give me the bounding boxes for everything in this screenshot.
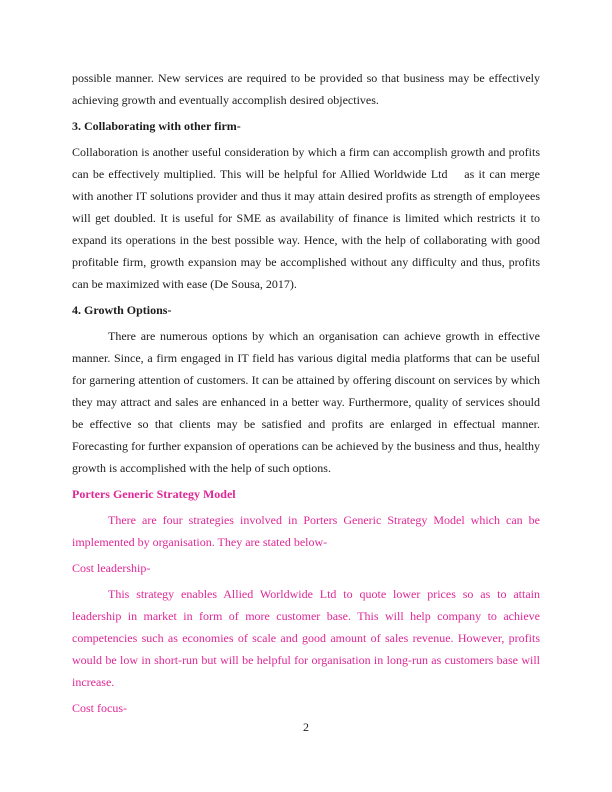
intro-continuation-paragraph: possible manner. New services are required to be provided so that business may be effectively achieving growth and eventually accomplish desired objectives. bbox=[72, 71, 540, 107]
cost-leadership-label: Cost leadership- bbox=[72, 561, 151, 575]
porters-intro-paragraph: There are four strategies involved in Porters Generic Strategy Model which can be implemented by organisation. They are stated below- bbox=[72, 513, 540, 549]
growth-options-paragraph: There are numerous options by which an organisation can achieve growth in effective manner. Since, a firm engaged in IT field has various digital media platforms that can be useful for garnering attention of customers. It can be attained by offering discount on services by which they may attract and sales are enhanced in a better way. Furthermore, quality of services should be effective so that clients may be satisfied and profits are enlarged in effectual manner. Forecasting for further expansion of operations can be achieved by the business and thus, healthy growth is accomplished with the help of such options. bbox=[72, 329, 540, 475]
collaborating-paragraph: Collaboration is another useful consideration by which a firm can accomplish growth and profits can be effectively multiplied. This will be helpful for Allied Worldwide Ltd as it can merge with another IT solutions provider and thus it may attain desired profits as strength of employees will get doubled. It is useful for SME as availability of finance is limited which restricts it to expand its operations in the best possible way. Hence, with the help of collaborating with good profitable firm, growth expansion may be accomplished without any difficulty and thus, profits can be maximized with ease (De Sousa, 2017). bbox=[72, 145, 540, 291]
porters-strategy-heading: Porters Generic Strategy Model bbox=[72, 487, 236, 501]
collaborating-heading: 3. Collaborating with other firm- bbox=[72, 119, 241, 133]
cost-leadership-paragraph: This strategy enables Allied Worldwide Ltd to quote lower prices so as to attain leadership in market in form of more customer base. This will help company to achieve competencies such as economies of scale and good amount of sales revenue. However, profits would be low in short-run but will be helpful for organisation in long-run as customers base will increase. bbox=[72, 587, 540, 689]
growth-options-heading: 4. Growth Options- bbox=[72, 303, 172, 317]
cost-focus-label: Cost focus- bbox=[72, 701, 127, 715]
page-number: 2 bbox=[303, 720, 309, 734]
